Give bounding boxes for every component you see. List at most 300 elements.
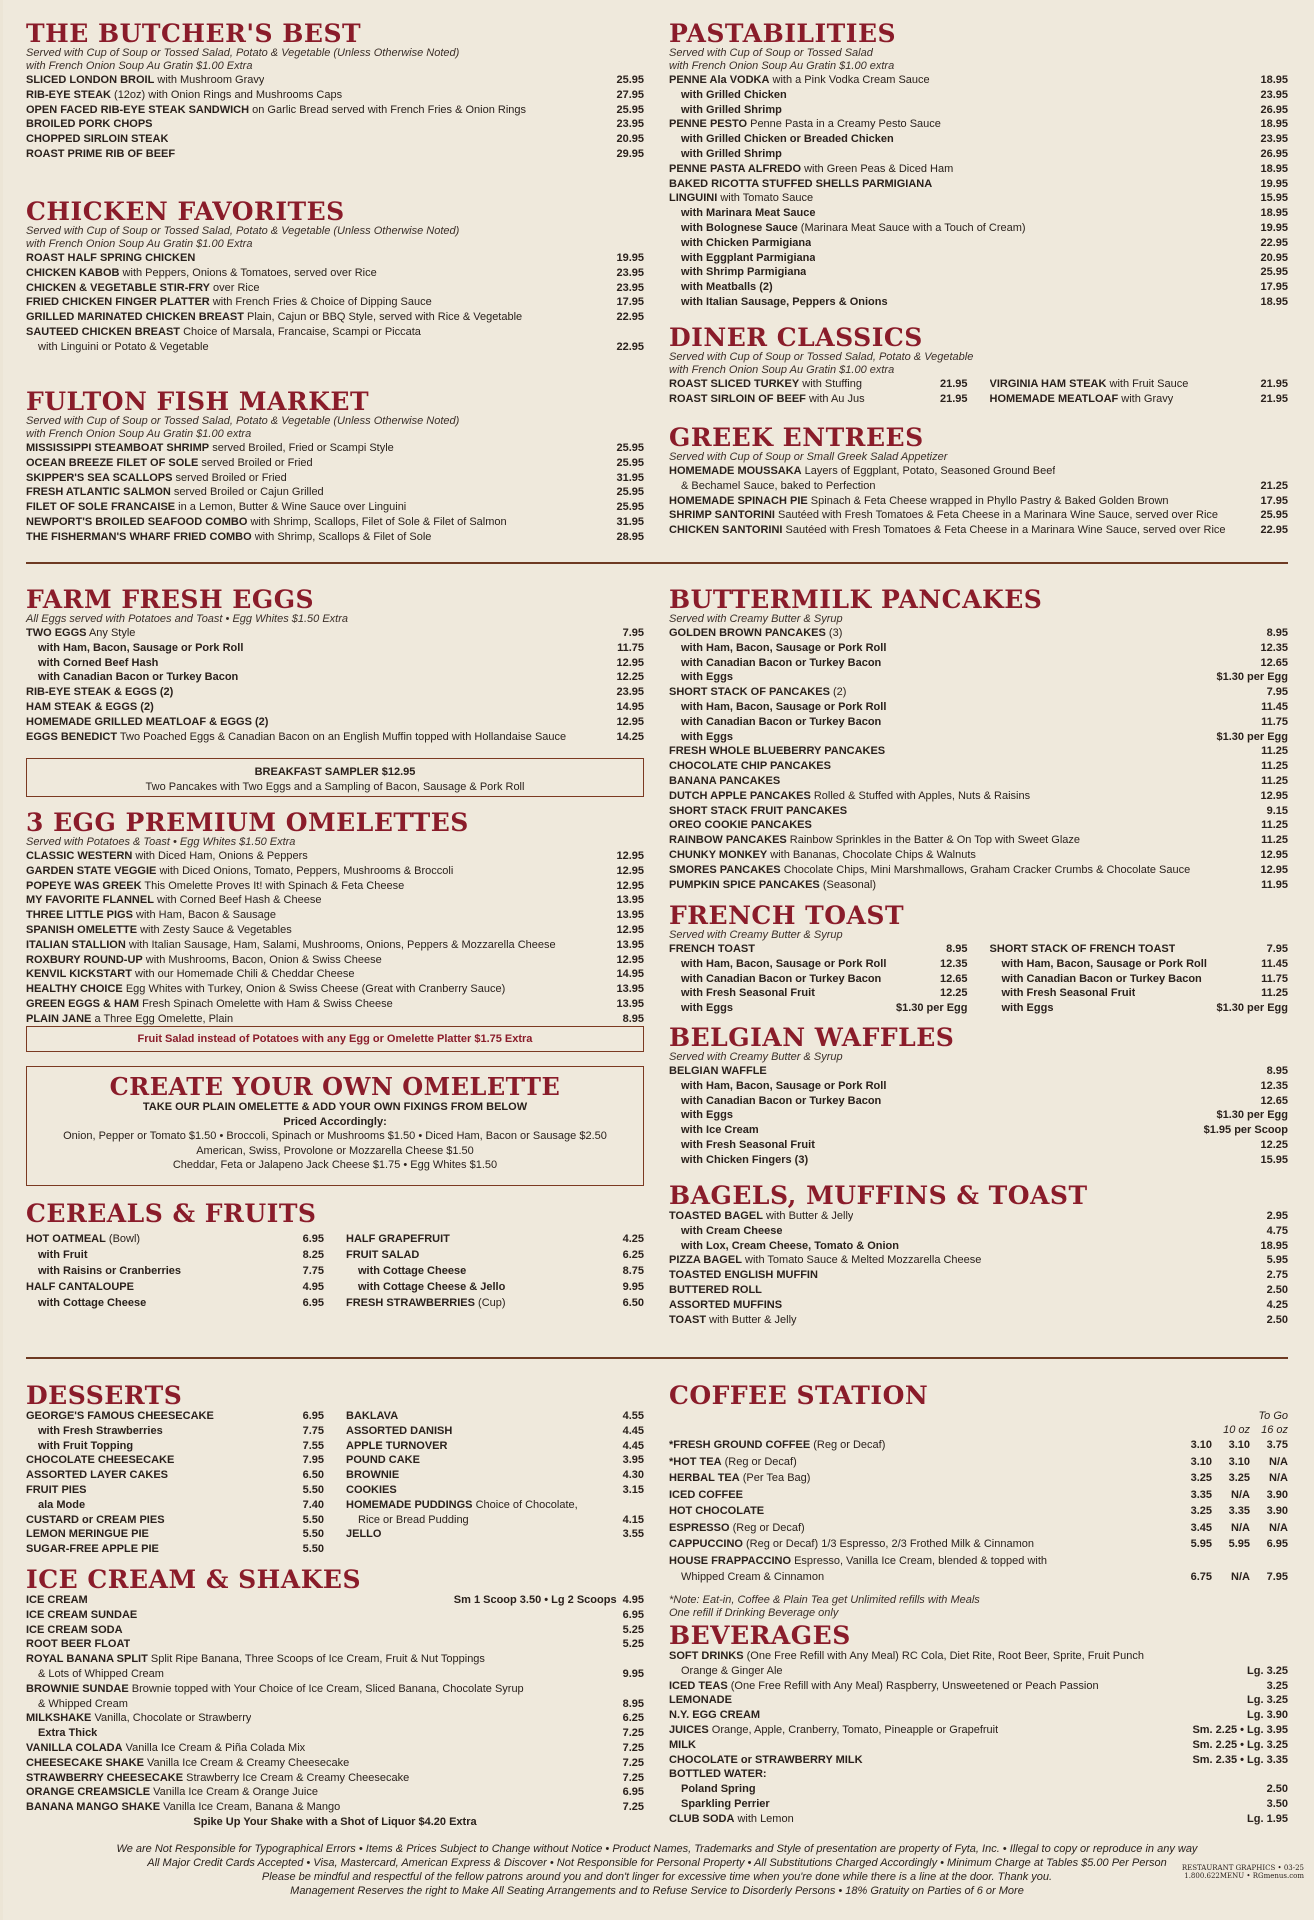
item-price: 3.95: [622, 1454, 644, 1467]
menu-item: [669, 1268, 1288, 1283]
item-name: COOKIES: [346, 1483, 397, 1496]
item-name: ROAST SIRLOIN OF BEEF: [669, 392, 806, 405]
item-name: GOLDEN BROWN PANCAKES: [669, 627, 826, 639]
item-price: 25.95: [616, 486, 644, 499]
menu-item: [26, 1771, 644, 1786]
item-name: BROWNIE SUNDAE: [26, 1682, 129, 1695]
item-name-group: [26, 1593, 88, 1608]
section-title: THE BUTCHER'S BEST: [26, 19, 362, 48]
menu-item: [669, 1723, 1288, 1738]
menu-item: [669, 479, 1288, 494]
item-description: with Shrimp, Scallops & Filet of Sole: [251, 530, 432, 543]
item-name-group: [26, 997, 393, 1012]
item-price: 25.95: [616, 74, 644, 86]
item-name-group: [26, 1498, 85, 1513]
to-go-label: To Go: [1258, 1410, 1288, 1422]
coffee-item: [669, 1553, 1288, 1570]
section-eggs: [26, 586, 644, 758]
item-name-group: [26, 656, 158, 671]
item-name-group: [26, 1295, 146, 1311]
item-name: THE FISHERMAN'S WHARF FRIED COMBO: [26, 530, 252, 543]
item-name: with Cottage Cheese & Jello: [358, 1281, 506, 1293]
section-pasta: [669, 20, 1288, 324]
item-price: 7.25: [622, 1727, 644, 1740]
item-price: 4.15: [622, 1513, 644, 1526]
item-name-group: [26, 340, 209, 355]
item-name: MILK: [669, 1738, 696, 1751]
menu-item-list: [26, 1231, 324, 1311]
item-name: HOT CHOCOLATE: [669, 1505, 765, 1517]
price-eat-in: 3.35: [1190, 1488, 1212, 1501]
item-name-group: [26, 1012, 233, 1027]
item-description: (Bowl): [105, 1233, 141, 1245]
item-price: 13.95: [616, 909, 644, 922]
size-16oz: 16 oz: [1261, 1424, 1288, 1436]
menu-item-list: [26, 849, 644, 1027]
item-name-group: [669, 789, 1030, 804]
item-name: SKIPPER'S SEA SCALLOPS: [26, 471, 173, 484]
menu-item: [26, 441, 644, 456]
item-price: 22.95: [616, 311, 644, 324]
item-price: [638, 1682, 644, 1697]
section-divider: [26, 1357, 1288, 1359]
item-name-group: [669, 177, 932, 192]
item-price: 25.95: [616, 501, 644, 514]
item-name: with Canadian Bacon or Turkey Bacon: [681, 972, 882, 985]
item-name: with Cottage Cheese: [38, 1297, 147, 1309]
menu-item: [26, 849, 644, 864]
item-name: N.Y. EGG CREAM: [669, 1709, 761, 1722]
item-price: 4.95: [302, 1281, 324, 1293]
item-name: with Ice Cream: [681, 1124, 759, 1137]
menu-item: [669, 626, 1288, 641]
coffee-list: [669, 1437, 1288, 1586]
item-price: [638, 325, 644, 340]
item-name-group: [669, 715, 881, 730]
menu-item: [26, 1756, 644, 1771]
item-name-group: [669, 848, 976, 863]
create-line: TAKE OUR PLAIN OMELETTE & ADD YOUR OWN FIXINGS FROM BELOW: [142, 1101, 528, 1113]
menu-item: [26, 1652, 644, 1667]
item-description: with Lemon: [734, 1812, 794, 1825]
item-name-group: [669, 206, 816, 221]
item-price: 12.95: [616, 715, 644, 728]
top-right-column: [669, 20, 1288, 538]
menu-item: [669, 206, 1288, 221]
item-price: 5.50: [302, 1483, 324, 1496]
item-name: BAKED RICOTTA STUFFED SHELLS PARMIGIANA: [669, 177, 933, 190]
to-go-header: [669, 1409, 1288, 1423]
menu-item: [26, 700, 644, 715]
menu-item: [26, 1785, 644, 1800]
item-name-group: [669, 1064, 767, 1079]
item-name-group: [669, 162, 953, 177]
item-name-group: [26, 626, 135, 641]
item-name-group: [669, 957, 886, 972]
item-name: Extra Thick: [38, 1727, 98, 1740]
item-name: POUND CAKE: [346, 1454, 420, 1467]
item-name: RIB-EYE STEAK & EGGS (2): [26, 686, 174, 699]
menu-item: [669, 1708, 1288, 1723]
item-price: 4.45: [622, 1424, 644, 1437]
menu-item: [669, 494, 1288, 509]
item-name: PENNE PESTO: [669, 118, 748, 131]
two-column-items: [26, 1409, 644, 1557]
item-price: 12.25: [1260, 1138, 1288, 1151]
item-name: CHOCOLATE CHEESECAKE: [26, 1454, 175, 1467]
item-price: 5.25: [622, 1623, 644, 1636]
section-title: ICE CREAM & SHAKES: [26, 1565, 362, 1594]
item-name-group: [669, 1209, 853, 1224]
coffee-item: [669, 1520, 1288, 1537]
middle-left-column: [26, 586, 644, 1311]
item-name-group: [669, 1224, 782, 1239]
item-name-group: [669, 221, 1026, 236]
item-price: 4.75: [1266, 1224, 1288, 1237]
item-description: with Bananas, Chocolate Chips & Walnuts: [767, 848, 976, 861]
item-name: with Eggs: [681, 1002, 733, 1015]
menu-item: [669, 280, 1288, 295]
printer-credit: [1182, 1864, 1304, 1880]
item-name-group: [669, 1767, 767, 1782]
item-price: 6.95: [302, 1410, 324, 1422]
item-price: $1.30 per Egg: [1216, 671, 1288, 684]
menu-item: [26, 1667, 644, 1682]
item-name: FRENCH TOAST: [669, 943, 755, 955]
item-name: with Italian Sausage, Peppers & Onions: [681, 295, 888, 308]
item-name: OCEAN BREEZE FILET OF SOLE: [26, 456, 199, 469]
menu-item: [26, 1424, 324, 1439]
item-name-group: [669, 479, 875, 494]
menu-item: [669, 1664, 1288, 1679]
menu-item-list: [669, 377, 968, 407]
section-note: Served with Potatoes & Toast • Egg Whites $1.50 Extra: [26, 836, 296, 848]
item-name: CUSTARD or CREAM PIES: [26, 1513, 165, 1526]
menu-item: [669, 833, 1288, 848]
item-name-group: [669, 833, 1080, 848]
item-name: Sparkling Perrier: [681, 1797, 770, 1810]
item-name-group: [669, 132, 894, 147]
item-name: CHUNKY MONKEY: [669, 848, 768, 861]
item-description: Sautéed with Fresh Tomatoes & Feta Cheese in a Marinara Wine Sauce, served over Rice: [782, 524, 1226, 537]
item-description: Brownie topped with Your Choice of Ice Cream, Sliced Banana, Chocolate Syrup: [128, 1682, 524, 1695]
item-description: (One Free Refill with Any Meal) RC Cola, Diet Rite, Root Beer, Sprite, Fruit Punch: [743, 1650, 1144, 1662]
item-description: with Butter & Jelly: [706, 1313, 797, 1326]
item-name-group: [669, 942, 755, 957]
menu-item: [669, 670, 1288, 685]
price-to-go-16oz: [1250, 1553, 1288, 1570]
item-name-group: [26, 1279, 134, 1295]
item-price: 26.95: [1260, 103, 1288, 116]
item-price: 12.65: [939, 972, 968, 985]
price-to-go-10oz: 3.10: [1228, 1439, 1250, 1451]
item-name-group: [26, 1453, 174, 1468]
section-note: Served with Cup of Soup or Tossed Salad, Potato & Vegetable (Unless Otherwise Noted): [26, 225, 460, 237]
item-name: SHRIMP SANTORINI: [669, 509, 775, 522]
item-name: JELLO: [346, 1528, 382, 1541]
section-title: 3 EGG PREMIUM OMELETTES: [26, 808, 469, 837]
item-price: 29.95: [616, 147, 644, 160]
price-to-go-10oz: [1212, 1553, 1250, 1570]
item-name-group: [26, 1667, 164, 1682]
menu-item: [669, 1224, 1288, 1239]
menu-item-list: [26, 1409, 324, 1557]
item-name: with Ham, Bacon, Sausage or Pork Roll: [681, 957, 887, 970]
item-name: FRIED CHICKEN FINGER PLATTER: [26, 296, 210, 309]
section-title: BAGELS, MUFFINS & TOAST: [669, 1181, 1088, 1210]
item-name: with Ham, Bacon, Sausage or Pork Roll: [681, 641, 887, 654]
item-price: 31.95: [616, 471, 644, 484]
section-note: Served with Creamy Butter & Syrup: [669, 1051, 843, 1063]
item-name: MY FAVORITE FLANNEL: [26, 894, 154, 907]
item-description: (3): [825, 627, 843, 639]
item-description: served Broiled or Cajun Grilled: [170, 486, 324, 499]
two-column-items: [669, 377, 1288, 407]
menu-item: [669, 221, 1288, 236]
item-price: 3.15: [622, 1483, 644, 1496]
menu-item: [669, 1094, 1288, 1109]
item-name-group: [669, 280, 773, 295]
item-price: 12.35: [1260, 1079, 1288, 1092]
item-price: 5.95: [1266, 1254, 1288, 1267]
item-name-group: [26, 530, 431, 545]
item-price: 6.95: [622, 1608, 644, 1621]
menu-item: [669, 73, 1288, 88]
item-name-group: [669, 1536, 1174, 1553]
item-description: on Garlic Bread served with French Fries & Onion Rings: [249, 103, 527, 116]
item-price: 7.95: [622, 627, 644, 639]
menu-item: [669, 848, 1288, 863]
item-name-group: [26, 1800, 340, 1815]
section-title: FULTON FISH MARKET: [26, 387, 370, 416]
item-name-group: [669, 1723, 998, 1738]
menu-item: [669, 1693, 1288, 1708]
item-price: 5.25: [622, 1638, 644, 1651]
item-name: CLASSIC WESTERN: [26, 850, 133, 862]
item-name: with Eggs: [681, 671, 733, 684]
item-name-group: [669, 1487, 1174, 1504]
top-left-column: [26, 20, 644, 545]
item-name-group: [346, 1295, 506, 1311]
price-eat-in: 3.10: [1190, 1439, 1212, 1451]
item-price: 2.75: [1266, 1269, 1288, 1282]
menu-item: [26, 1623, 644, 1638]
item-description: Orange & Ginger Ale: [681, 1664, 783, 1677]
item-description: Vanilla Ice Cream & Piña Colada Mix: [122, 1741, 306, 1754]
item-name-group: [346, 1483, 397, 1498]
item-description: (2): [829, 686, 847, 699]
item-price: 18.95: [1260, 207, 1288, 220]
item-description: Orange, Apple, Cranberry, Tomato, Pineapple or Grapefruit: [708, 1723, 999, 1736]
create-omelette-box: [26, 1066, 644, 1186]
item-description: in a Lemon, Butter & Wine Sauce over Linguini: [175, 501, 407, 514]
item-price: 18.95: [1260, 118, 1288, 131]
item-name: ROAST PRIME RIB OF BEEF: [26, 147, 176, 160]
menu-item: [346, 1439, 644, 1454]
menu-item: [26, 500, 644, 515]
item-description: Two Poached Eggs & Canadian Bacon on an English Muffin topped with Hollandaise Sauce: [117, 730, 567, 743]
menu-item: [669, 774, 1288, 789]
menu-item: [990, 986, 1289, 1001]
menu-item: [669, 117, 1288, 132]
item-name-group: [669, 626, 842, 641]
item-name: GARDEN STATE VEGGIE: [26, 864, 157, 877]
item-name-group: [346, 1263, 466, 1279]
item-price: 11.25: [1261, 987, 1288, 1000]
menu-item: [26, 1711, 644, 1726]
item-name-group: [26, 1527, 149, 1542]
menu-item: [26, 1263, 324, 1279]
item-name: RAINBOW PANCAKES: [669, 834, 787, 847]
item-name: ROYAL BANANA SPLIT: [26, 1653, 148, 1666]
item-name-group: [669, 656, 881, 671]
item-name-group: [669, 251, 815, 266]
item-name: ICED COFFEE: [669, 1488, 743, 1501]
section-bagels: [669, 1182, 1288, 1327]
item-name-group: [26, 1424, 163, 1439]
item-name-group: [990, 986, 1136, 1001]
item-description: Fresh Spinach Omelette with Ham & Swiss Cheese: [139, 997, 393, 1010]
section-note: Served with Cup of Soup or Small Greek Salad Appetizer: [669, 451, 948, 463]
menu-item: [26, 1468, 324, 1483]
item-name: BANANA MANGO SHAKE: [26, 1801, 161, 1814]
menu-item: [26, 1231, 324, 1247]
fruit-salad-box: [26, 1026, 644, 1052]
item-name: with Corned Beef Hash: [38, 656, 159, 669]
item-name: ORANGE CREAMSICLE: [26, 1786, 151, 1799]
item-name: with Cottage Cheese: [358, 1265, 467, 1277]
item-price: 12.95: [1260, 789, 1288, 802]
item-name-group: [669, 147, 782, 162]
item-name-group: [26, 641, 243, 656]
item-name-group: [26, 295, 432, 310]
footer-line: Please be mindful and respectful of the fellow patrons around you and don't linger for excessive time when you're done while there is a line at the door. Thank you.: [261, 1871, 1053, 1883]
item-price: Lg. 3.25: [1247, 1664, 1288, 1677]
item-description: with Fruit Sauce: [1106, 378, 1189, 390]
item-name-group: [26, 1409, 214, 1424]
menu-item: [669, 1001, 968, 1016]
menu-item: [669, 1738, 1288, 1753]
item-name-group: [669, 377, 862, 392]
item-name-group: [669, 730, 733, 745]
item-name: *HOT TEA: [669, 1455, 722, 1468]
item-price: 11.45: [1261, 700, 1288, 713]
price-to-go-10oz: N/A: [1231, 1488, 1250, 1501]
item-price: 14.95: [616, 968, 644, 981]
item-name: with Fresh Seasonal Fruit: [681, 987, 815, 1000]
price-eat-in: [1174, 1553, 1212, 1570]
item-price: 13.95: [616, 983, 644, 996]
item-name: with Grilled Chicken: [681, 88, 787, 101]
item-name: with Marinara Meat Sauce: [681, 207, 816, 220]
item-price: 7.75: [302, 1265, 324, 1277]
item-name: FILET OF SOLE FRANCAISE: [26, 501, 176, 514]
menu-item: [669, 1253, 1288, 1268]
item-price: 7.25: [622, 1801, 644, 1814]
item-name: ICE CREAM SUNDAE: [26, 1608, 138, 1621]
item-description: a Three Egg Omelette, Plain: [91, 1012, 234, 1025]
item-name: CHOCOLATE CHIP PANCAKES: [669, 760, 831, 773]
item-name-group: [669, 1001, 733, 1016]
credit-line: 1.800.622MENU • RGmenus.com: [1184, 1872, 1304, 1880]
item-name-group: [990, 957, 1207, 972]
item-name-group: [669, 523, 1226, 538]
price-eat-in: 3.25: [1190, 1472, 1212, 1484]
item-price: $1.30 per Egg: [895, 1002, 968, 1015]
item-price: 18.95: [1260, 1239, 1288, 1252]
item-description: with Tomato Sauce & Melted Mozzarella Cheese: [741, 1254, 982, 1267]
item-name-group: [26, 1263, 181, 1279]
menu-item: [346, 1295, 644, 1311]
item-name-group: [669, 818, 812, 833]
size-header: [669, 1423, 1288, 1437]
menu-item: [26, 1409, 324, 1424]
menu-item: [26, 456, 644, 471]
item-price: 18.95: [1260, 162, 1288, 175]
menu-item: [669, 863, 1288, 878]
item-price: 8.95: [1266, 627, 1288, 639]
item-name: with Eggs: [1001, 1002, 1054, 1015]
item-name-group: [669, 1679, 1099, 1694]
item-price: 8.75: [622, 1265, 644, 1277]
menu-item-list: [26, 251, 644, 355]
menu-item: [669, 957, 968, 972]
menu-item-list: [346, 1231, 644, 1311]
menu-item: [26, 515, 644, 530]
item-name: with Fruit Topping: [38, 1439, 134, 1452]
item-name: CHICKEN & VEGETABLE STIR-FRY: [26, 281, 210, 294]
item-price: 31.95: [616, 515, 644, 528]
item-name: with Canadian Bacon or Turkey Bacon: [681, 656, 882, 669]
item-price: 12.95: [616, 850, 644, 862]
menu-item: [669, 1767, 1288, 1782]
menu-item: [26, 1295, 324, 1311]
item-name-group: [669, 1782, 756, 1797]
item-name-group: [669, 1753, 863, 1768]
menu-item: [26, 923, 644, 938]
menu-item: [990, 392, 1289, 407]
item-price: 2.50: [1266, 1313, 1288, 1326]
item-description: with our Homemade Chili & Cheddar Cheese: [131, 968, 355, 981]
item-name: BROWNIE: [346, 1469, 400, 1482]
item-description: with Linguini or Potato & Vegetable: [38, 340, 209, 353]
item-name: ASSORTED MUFFINS: [669, 1298, 783, 1311]
coffee-note: One refill if Drinking Beverage only: [669, 1606, 839, 1619]
item-name-group: [669, 1437, 1174, 1454]
item-price: 8.95: [622, 1697, 644, 1710]
item-name-group: [26, 982, 505, 997]
item-price: 2.95: [1266, 1210, 1288, 1222]
item-name: with Ham, Bacon, Sausage or Pork Roll: [1001, 957, 1207, 970]
item-name-group: [26, 1682, 524, 1697]
menu-item: [26, 656, 644, 671]
section-greek: [669, 424, 1288, 538]
item-name-group: [669, 1470, 1174, 1487]
item-price: 9.95: [622, 1667, 644, 1680]
price-to-go-10oz: N/A: [1231, 1521, 1250, 1534]
item-name-group: [346, 1468, 399, 1483]
coffee-item: [669, 1487, 1288, 1504]
menu-item: [669, 295, 1288, 310]
item-name-group: [26, 670, 238, 685]
item-price: 20.95: [1260, 251, 1288, 264]
item-name-group: [669, 1812, 794, 1827]
item-name: CLUB SODA: [669, 1812, 735, 1825]
item-name-group: [26, 967, 355, 982]
item-description: Vanilla Ice Cream & Orange Juice: [150, 1786, 318, 1799]
create-line: American, Swiss, Provolone or Mozzarella Cheese $1.50: [196, 1144, 474, 1157]
item-price: 19.95: [616, 252, 644, 264]
